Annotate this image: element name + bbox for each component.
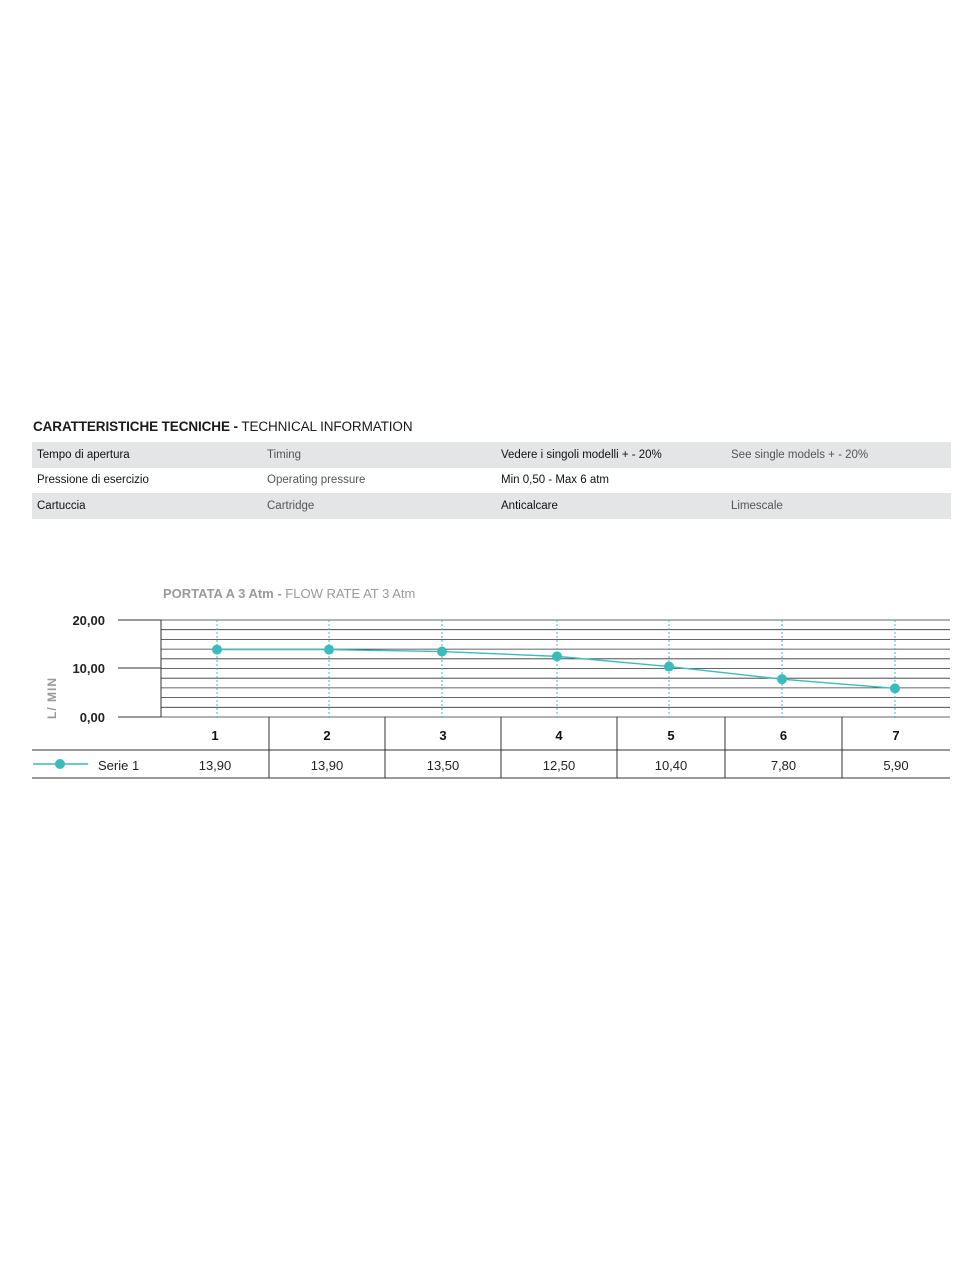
spec-label-en: Timing — [262, 442, 496, 468]
x-category-label: 1 — [211, 728, 219, 743]
chart-title — [163, 586, 415, 601]
data-value-label: 12,50 — [542, 758, 576, 773]
data-point — [437, 647, 447, 657]
chart-title-en: FLOW RATE AT 3 Atm — [281, 586, 416, 601]
x-category-label: 5 — [667, 728, 675, 743]
data-value-label: 7,80 — [770, 758, 797, 773]
spec-value-en — [726, 468, 951, 494]
chart-axes — [45, 613, 161, 725]
specs-row — [32, 493, 951, 519]
y-tick-label: 0,00 — [79, 710, 105, 725]
data-point — [324, 645, 334, 655]
legend-marker — [55, 759, 65, 769]
chart-data-table — [32, 717, 950, 778]
spec-value-en: See single models + - 20% — [726, 442, 951, 468]
spec-label-it: Cartuccia — [32, 493, 262, 519]
chart-title-it: PORTATA A 3 Atm - — [163, 586, 282, 601]
spec-value-en: Limescale — [726, 493, 951, 519]
data-point — [552, 651, 562, 661]
spec-value-it: Min 0,50 - Max 6 atm — [501, 474, 610, 487]
chart-grid — [161, 620, 950, 718]
data-value-label: 10,40 — [654, 758, 688, 773]
x-category-label: 7 — [892, 728, 900, 743]
data-point — [777, 674, 787, 684]
flow-rate-chart — [0, 600, 970, 790]
data-value-label: 5,90 — [883, 758, 909, 773]
spec-label-en: Cartridge — [262, 493, 496, 519]
y-axis-label: L/ MIN — [45, 677, 59, 719]
y-tick-label: 20,00 — [72, 613, 105, 628]
data-value-label: 13,90 — [198, 758, 232, 773]
spec-label-it: Tempo di apertura — [32, 442, 262, 468]
x-category-label: 4 — [555, 728, 563, 743]
data-point — [212, 645, 222, 655]
chart-series — [212, 645, 900, 694]
specs-title — [33, 419, 412, 434]
spec-value-it: Anticalcare — [496, 493, 726, 519]
specs-title-it: CARATTERISTICHE TECNICHE - — [33, 419, 238, 434]
spec-label-en: Operating pressure — [267, 474, 366, 487]
data-value-label: 13,90 — [310, 758, 344, 773]
spec-label-it: Pressione di esercizio — [37, 474, 149, 487]
x-category-label: 2 — [323, 728, 331, 743]
specs-row — [32, 468, 951, 494]
specs-title-en: TECHNICAL INFORMATION — [237, 419, 413, 434]
data-value-label: 13,50 — [426, 758, 460, 773]
x-category-label: 3 — [439, 728, 447, 743]
legend-series-name: Serie 1 — [98, 758, 140, 773]
y-tick-label: 10,00 — [72, 661, 105, 676]
data-point — [890, 683, 900, 693]
specs-row — [32, 442, 951, 468]
data-point — [664, 662, 674, 672]
specs-table — [32, 442, 951, 519]
spec-value-it: Vedere i singoli modelli + - 20% — [496, 442, 726, 468]
x-category-label: 6 — [779, 728, 788, 743]
